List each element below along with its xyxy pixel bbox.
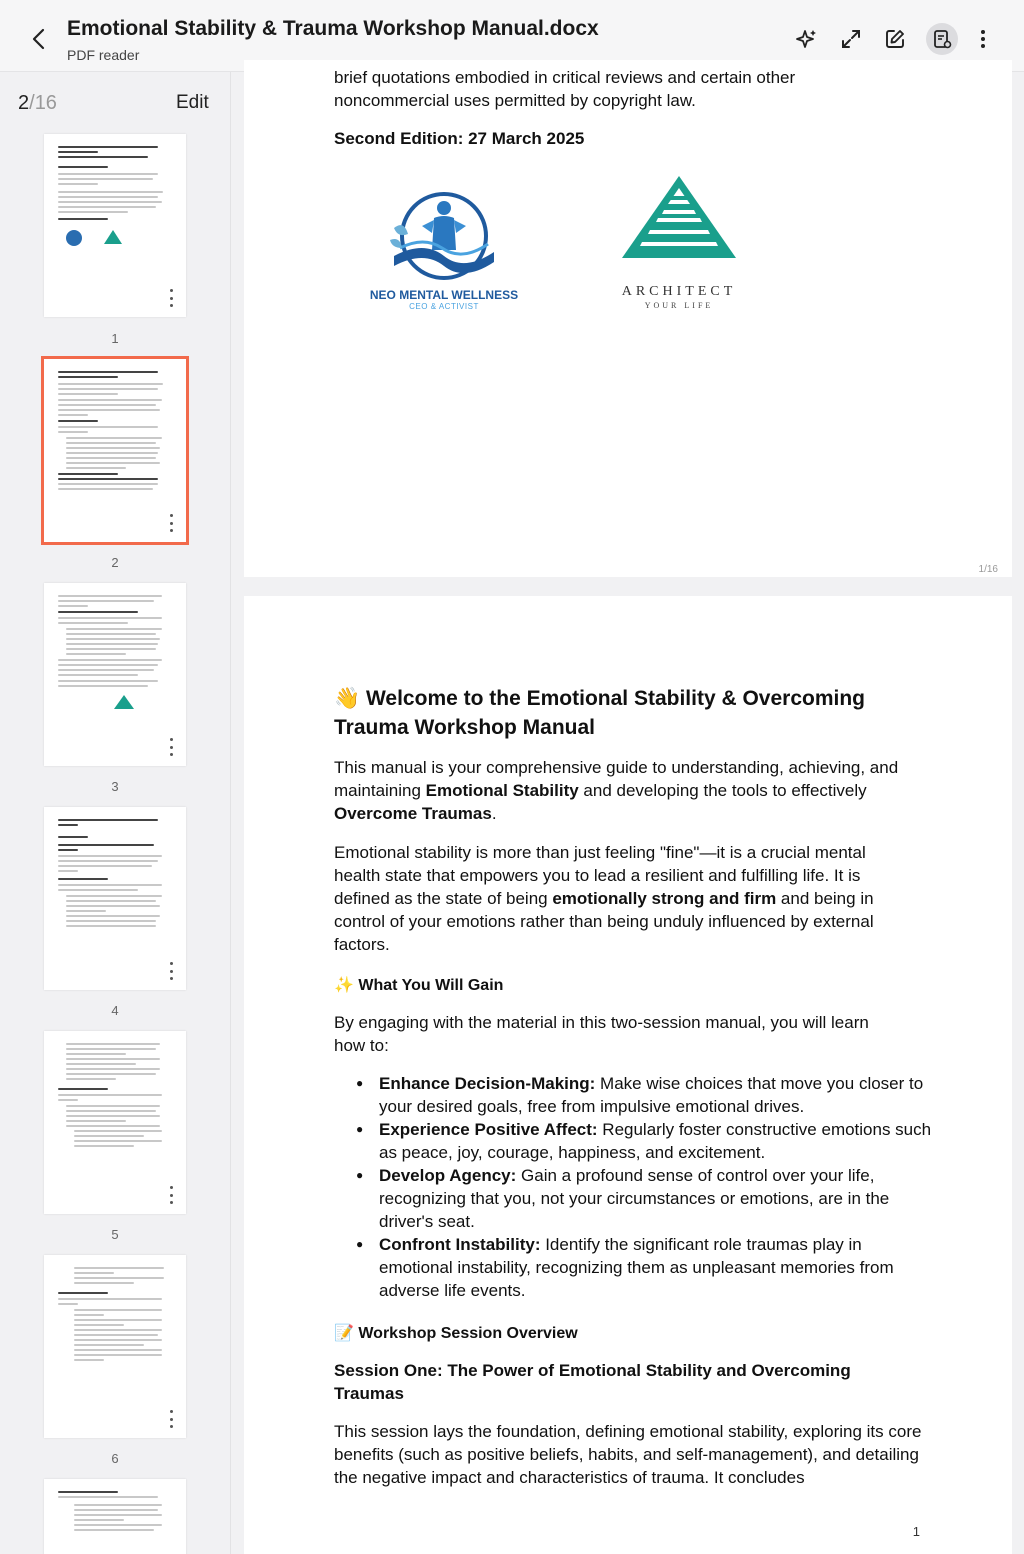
reader-mode-icon bbox=[931, 28, 953, 50]
more-options-button[interactable] bbox=[968, 24, 998, 54]
list-item bbox=[334, 1118, 934, 1164]
architect-your-life-logo bbox=[614, 174, 744, 314]
thumbnail-6-more-button[interactable] bbox=[168, 1410, 174, 1428]
bullet-title: Develop Agency: bbox=[379, 1166, 517, 1185]
page-thumbnail-1[interactable] bbox=[44, 134, 186, 317]
reader-mode-button[interactable] bbox=[926, 23, 958, 55]
expand-button[interactable] bbox=[836, 24, 866, 54]
thumbnail-number: 6 bbox=[111, 1451, 119, 1466]
back-button[interactable] bbox=[22, 22, 56, 56]
document-title: Emotional Stability & Trauma Workshop Manual.docx bbox=[67, 17, 599, 40]
neo-logo-name: NEO MENTAL WELLNESS bbox=[369, 288, 519, 302]
ai-sparkle-button[interactable] bbox=[792, 24, 822, 54]
thumbnail-number: 2 bbox=[111, 555, 119, 570]
neo-logo-tagline: CEO & ACTIVIST bbox=[409, 302, 479, 311]
welcome-heading: 👋 Welcome to the Emotional Stability & Overcoming Trauma Workshop Manual bbox=[334, 687, 866, 739]
definition-text: Emotional stability is more than just feeling "fine"—it is a crucial mental health state that empowers you to lead a resilient and fulfilling life. It is defined as the state of being bbox=[334, 843, 866, 908]
definition-bold: emotionally strong and firm bbox=[552, 889, 777, 908]
gain-list bbox=[334, 1072, 934, 1302]
copyright-text-line-1: brief quotations embodied in critical reviews and certain other bbox=[334, 68, 796, 87]
definition-text: and being in control of your emotions rather than being unduly influenced by external factors. bbox=[334, 889, 874, 954]
intro-text: This manual is your comprehensive guide to understanding, achieving, and maintaining bbox=[334, 758, 899, 800]
more-vertical-icon bbox=[980, 28, 986, 50]
neo-logo-emblem-icon bbox=[364, 178, 534, 288]
document-page-2[interactable] bbox=[244, 596, 1012, 1554]
list-item bbox=[334, 1072, 934, 1118]
intro-bold-stability: Emotional Stability bbox=[425, 781, 579, 800]
bullet-title: Confront Instability: bbox=[379, 1235, 541, 1254]
intro-bold-traumas: Overcome Traumas bbox=[334, 804, 492, 823]
current-page: 2 bbox=[18, 92, 30, 114]
ai-sparkle-icon bbox=[795, 27, 819, 51]
thumbnail-sidebar[interactable] bbox=[0, 72, 231, 1554]
neo-mental-wellness-logo bbox=[364, 178, 534, 318]
bullet-text: Identify the significant role traumas play in emotional instability, recognizing them as unpleasant memories from adverse life events. bbox=[379, 1235, 894, 1300]
page-indicator: 1/16 bbox=[978, 564, 998, 575]
session-one-heading: Session One: The Power of Emotional Stability and Overcoming Traumas bbox=[334, 1361, 851, 1403]
thumbnail-4-more-button[interactable] bbox=[168, 962, 174, 980]
architect-pyramid-icon bbox=[614, 174, 744, 274]
bullet-text: Regularly foster constructive emotions such as peace, joy, courage, happiness, and excitement. bbox=[379, 1120, 932, 1162]
architect-logo-tagline: YOUR LIFE bbox=[644, 301, 714, 310]
list-item bbox=[334, 1233, 934, 1302]
total-pages: 16 bbox=[34, 92, 57, 114]
bullet-title: Enhance Decision-Making: bbox=[379, 1074, 596, 1093]
edit-pages-button[interactable]: Edit bbox=[176, 92, 209, 113]
page-thumbnail-7[interactable] bbox=[44, 1479, 186, 1554]
architect-logo-name: ARCHITECT bbox=[621, 284, 737, 299]
document-page-1[interactable] bbox=[244, 60, 1012, 577]
thumbnail-2-more-button[interactable] bbox=[168, 514, 174, 532]
edit-pen-icon bbox=[884, 28, 906, 50]
page-thumbnail-2[interactable] bbox=[44, 359, 186, 542]
bullet-text: Make wise choices that move you closer to your desired goals, free from impulsive emotional drives. bbox=[379, 1074, 924, 1116]
thumbnail-number: 5 bbox=[111, 1227, 119, 1242]
definition-paragraph bbox=[334, 841, 904, 956]
bullet-title: Experience Positive Affect: bbox=[379, 1120, 598, 1139]
intro-text: and developing the tools to effectively bbox=[578, 781, 867, 800]
app-subtitle: PDF reader bbox=[67, 47, 140, 63]
edit-document-button[interactable] bbox=[880, 24, 910, 54]
thumbnail-3-more-button[interactable] bbox=[168, 738, 174, 756]
page-number: 1 bbox=[912, 1524, 920, 1539]
overview-heading: 📝 Workshop Session Overview bbox=[334, 1325, 578, 1342]
page-thumbnail-3[interactable] bbox=[44, 583, 186, 766]
page-thumbnail-5[interactable] bbox=[44, 1031, 186, 1214]
thumbnail-number: 3 bbox=[111, 779, 119, 794]
edition-text: Second Edition: 27 March 2025 bbox=[334, 129, 585, 148]
thumbnail-5-more-button[interactable] bbox=[168, 1186, 174, 1204]
copyright-text-line-2: noncommercial uses permitted by copyright law. bbox=[334, 91, 696, 110]
page-counter bbox=[18, 92, 57, 115]
page-thumbnail-4[interactable] bbox=[44, 807, 186, 990]
thumbnail-number: 4 bbox=[111, 1003, 119, 1018]
page-separator: / bbox=[29, 92, 35, 114]
gain-heading: ✨ What You Will Gain bbox=[334, 977, 504, 994]
back-arrow-icon bbox=[30, 27, 48, 51]
thumbnail-1-more-button[interactable] bbox=[168, 289, 174, 307]
expand-icon bbox=[840, 28, 862, 50]
list-item bbox=[334, 1164, 934, 1233]
page-thumbnail-6[interactable] bbox=[44, 1255, 186, 1438]
session-one-text: This session lays the foundation, defining emotional stability, exploring its core benefits (such as positive beliefs, habits, and self-management), and detailing the negative impact and characteristics of trauma. It concludes bbox=[334, 1422, 922, 1487]
bullet-text: Gain a profound sense of control over your life, recognizing that you, not your circumstances or emotions, are in the driver's seat. bbox=[379, 1166, 890, 1231]
gain-intro: By engaging with the material in this two-session manual, you will learn how to: bbox=[334, 1013, 869, 1055]
intro-paragraph bbox=[334, 756, 934, 825]
intro-text: . bbox=[491, 804, 497, 823]
thumbnail-number: 1 bbox=[111, 331, 119, 346]
